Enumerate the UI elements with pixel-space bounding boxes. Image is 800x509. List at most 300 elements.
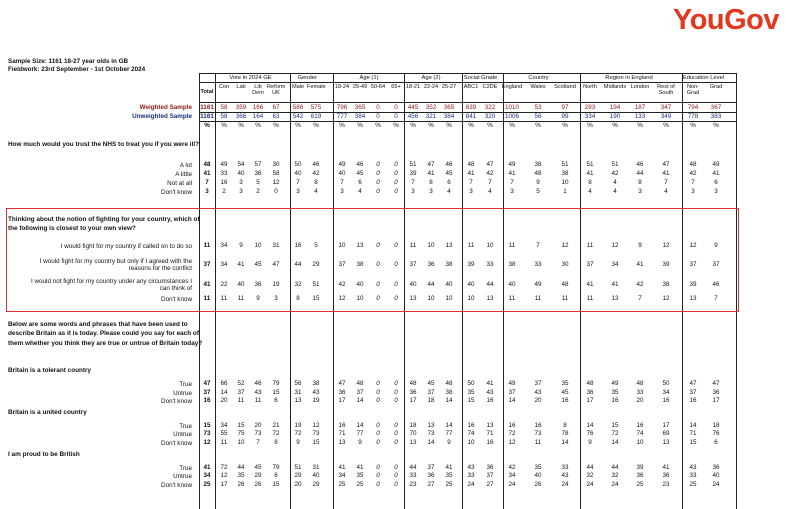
data-cell: 76 bbox=[586, 430, 594, 437]
data-cell: 49 bbox=[611, 380, 619, 387]
weighted-sample-cell: 53 bbox=[534, 104, 542, 111]
data-cell: 33 bbox=[689, 472, 697, 479]
data-cell: 10 bbox=[356, 295, 364, 302]
data-cell: 0 bbox=[376, 397, 380, 404]
data-cell: 40 bbox=[467, 281, 475, 288]
answer-label: Don't know bbox=[161, 398, 192, 405]
unweighted-sample-cell: 99 bbox=[561, 113, 569, 120]
data-cell: 33 bbox=[534, 261, 542, 268]
answer-label: True bbox=[179, 381, 192, 388]
data-cell: 8 bbox=[296, 295, 300, 302]
data-cell: 54 bbox=[237, 161, 245, 168]
data-cell: 26 bbox=[534, 481, 542, 488]
data-cell: 37 bbox=[427, 389, 435, 396]
data-cell: 0 bbox=[394, 481, 398, 488]
data-cell: 50 bbox=[662, 380, 670, 387]
answer-label: I would fight for my country but only if I agreed with the reasons for the conflict bbox=[39, 258, 192, 273]
data-cell: 15 bbox=[312, 439, 320, 446]
data-cell: 38 bbox=[445, 261, 453, 268]
data-cell: 11 bbox=[561, 295, 569, 302]
data-cell: 46 bbox=[356, 161, 364, 168]
group-header: Social Grade bbox=[463, 75, 498, 81]
unweighted-sample-cell: 841 bbox=[465, 113, 477, 120]
data-cell: 8 bbox=[429, 179, 433, 186]
data-cell: 6 bbox=[274, 472, 278, 479]
data-cell: 16 bbox=[220, 179, 228, 186]
unweighted-sample-cell: 334 bbox=[584, 113, 596, 120]
weighted-sample-cell: 359 bbox=[235, 104, 247, 111]
data-cell: 41 bbox=[356, 464, 364, 471]
column-header: ABC1 bbox=[463, 84, 479, 90]
data-cell: 46 bbox=[712, 281, 720, 288]
data-cell: 44 bbox=[636, 170, 644, 177]
data-cell: 72 bbox=[272, 430, 280, 437]
data-cell: 40 bbox=[534, 472, 542, 479]
data-cell: 9 bbox=[256, 295, 260, 302]
data-cell: 33 bbox=[467, 472, 475, 479]
data-cell: 39 bbox=[636, 464, 644, 471]
data-cell: 38 bbox=[312, 380, 320, 387]
data-cell: 30 bbox=[272, 161, 280, 168]
data-cell: 4 bbox=[613, 179, 617, 186]
data-cell: 74 bbox=[636, 430, 644, 437]
data-cell: 51 bbox=[561, 161, 569, 168]
data-cell: 32 bbox=[611, 472, 619, 479]
data-cell: 14 bbox=[611, 439, 619, 446]
data-cell: 42 bbox=[338, 281, 346, 288]
data-cell: 14 bbox=[445, 422, 453, 429]
data-cell: 66 bbox=[220, 380, 228, 387]
data-cell: 13 bbox=[356, 242, 364, 249]
data-cell: 51 bbox=[294, 464, 302, 471]
data-cell: 46 bbox=[254, 380, 262, 387]
data-cell: 11 bbox=[586, 242, 594, 249]
data-cell: 19 bbox=[312, 397, 320, 404]
data-cell: 34 bbox=[611, 261, 619, 268]
data-cell: 36 bbox=[427, 261, 435, 268]
data-cell: 35 bbox=[561, 380, 569, 387]
question-text: How much would you trust the NHS to treat you if you were ill? bbox=[8, 141, 200, 148]
data-cell: 57 bbox=[254, 161, 262, 168]
data-cell: 1 bbox=[563, 188, 567, 195]
answer-label: A lot bbox=[179, 162, 192, 169]
data-cell: 56 bbox=[294, 380, 302, 387]
unweighted-sample-cell: 456 bbox=[407, 113, 419, 120]
data-cell: 17 bbox=[662, 422, 670, 429]
percent-sign: % bbox=[255, 122, 261, 129]
weighted-sample-cell: 58 bbox=[220, 104, 228, 111]
percent-sign: % bbox=[221, 122, 227, 129]
unweighted-sample-cell: 1006 bbox=[504, 113, 519, 120]
data-cell: 9 bbox=[536, 179, 540, 186]
data-cell: 71 bbox=[689, 430, 697, 437]
group-header: Country bbox=[528, 75, 549, 81]
weighted-sample-cell: 365 bbox=[443, 104, 455, 111]
fieldwork-dates: Fieldwork: 23rd September - 1st October 2024 bbox=[8, 66, 146, 73]
data-cell: 40 bbox=[356, 281, 364, 288]
percent-sign: % bbox=[446, 122, 452, 129]
percent-sign: % bbox=[295, 122, 301, 129]
column-header: Lab bbox=[236, 84, 246, 90]
column-header: 50-64 bbox=[370, 84, 386, 90]
data-cell: 41 bbox=[662, 170, 670, 177]
data-cell: 25 bbox=[203, 481, 211, 488]
data-cell: 41 bbox=[427, 170, 435, 177]
percent-sign: % bbox=[562, 122, 568, 129]
data-cell: 41 bbox=[445, 464, 453, 471]
weighted-sample-cell: 839 bbox=[465, 104, 477, 111]
data-cell: 7 bbox=[205, 179, 209, 186]
unweighted-sample-cell: 56 bbox=[534, 113, 542, 120]
weighted-sample-cell: 0 bbox=[376, 104, 380, 111]
percent-sign: % bbox=[357, 122, 363, 129]
data-cell: 41 bbox=[237, 261, 245, 268]
data-cell: 11 bbox=[203, 242, 211, 249]
column-header: 25-27 bbox=[441, 84, 457, 90]
data-cell: 31 bbox=[294, 389, 302, 396]
data-cell: 0 bbox=[376, 261, 380, 268]
data-cell: 16 bbox=[294, 242, 302, 249]
data-cell: 8 bbox=[274, 439, 278, 446]
data-cell: 0 bbox=[394, 295, 398, 302]
data-cell: 13 bbox=[338, 439, 346, 446]
data-cell: 29 bbox=[312, 261, 320, 268]
weighted-sample-cell: 794 bbox=[687, 104, 699, 111]
answer-label: Don't know bbox=[161, 440, 192, 447]
data-cell: 49 bbox=[338, 161, 346, 168]
data-cell: 47 bbox=[203, 380, 211, 387]
weighted-sample-cell: 194 bbox=[609, 104, 621, 111]
data-cell: 0 bbox=[274, 188, 278, 195]
data-cell: 45 bbox=[445, 170, 453, 177]
unweighted-sample-cell: 0 bbox=[394, 113, 398, 120]
unweighted-sample-cell: 349 bbox=[660, 113, 672, 120]
data-cell: 45 bbox=[254, 261, 262, 268]
data-cell: 13 bbox=[445, 242, 453, 249]
weighted-sample-cell: 445 bbox=[407, 104, 419, 111]
data-cell: 9 bbox=[358, 439, 362, 446]
data-cell: 15 bbox=[237, 422, 245, 429]
data-cell: 39 bbox=[409, 170, 417, 177]
data-cell: 76 bbox=[712, 430, 720, 437]
data-cell: 41 bbox=[203, 281, 211, 288]
data-cell: 40 bbox=[409, 281, 417, 288]
data-cell: 72 bbox=[508, 430, 516, 437]
percent-sign: % bbox=[375, 122, 381, 129]
data-cell: 0 bbox=[376, 242, 380, 249]
data-cell: 7 bbox=[488, 179, 492, 186]
data-cell: 24 bbox=[586, 481, 594, 488]
data-cell: 0 bbox=[376, 439, 380, 446]
data-cell: 11 bbox=[409, 242, 417, 249]
data-cell: 20 bbox=[294, 481, 302, 488]
data-cell: 38 bbox=[508, 261, 516, 268]
percent-sign: % bbox=[238, 122, 244, 129]
column-header: Scotland bbox=[554, 84, 576, 90]
data-cell: 37 bbox=[689, 389, 697, 396]
data-cell: 3 bbox=[429, 188, 433, 195]
question-text: I am proud to be British bbox=[8, 451, 80, 458]
unweighted-sample-cell: 190 bbox=[609, 113, 621, 120]
data-cell: 74 bbox=[467, 430, 475, 437]
data-cell: 3 bbox=[239, 179, 243, 186]
answer-label: True bbox=[179, 465, 192, 472]
data-cell: 13 bbox=[611, 295, 619, 302]
data-cell: 4 bbox=[488, 188, 492, 195]
data-cell: 3 bbox=[714, 188, 718, 195]
data-cell: 37 bbox=[508, 389, 516, 396]
data-cell: 13 bbox=[409, 295, 417, 302]
data-cell: 44 bbox=[586, 464, 594, 471]
column-header: 22-24 bbox=[423, 84, 439, 90]
data-cell: 16 bbox=[534, 422, 542, 429]
data-cell: 15 bbox=[611, 422, 619, 429]
data-cell: 11 bbox=[237, 397, 245, 404]
unweighted-sample-cell: 0 bbox=[376, 113, 380, 120]
column-header: Female bbox=[307, 84, 326, 90]
data-cell: 12 bbox=[312, 422, 320, 429]
data-cell: 30 bbox=[561, 261, 569, 268]
data-cell: 41 bbox=[586, 281, 594, 288]
data-cell: 37 bbox=[486, 472, 494, 479]
unweighted-sample-cell: 133 bbox=[634, 113, 646, 120]
data-cell: 42 bbox=[312, 170, 320, 177]
column-header: Midlands bbox=[603, 84, 627, 90]
data-cell: 37 bbox=[237, 389, 245, 396]
data-cell: 37 bbox=[356, 389, 364, 396]
data-cell: 7 bbox=[411, 179, 415, 186]
data-cell: 33 bbox=[409, 472, 417, 479]
unweighted-sample-cell: 542 bbox=[292, 113, 304, 120]
yougov-logo: YouGov bbox=[673, 4, 780, 36]
data-cell: 73 bbox=[534, 430, 542, 437]
data-cell: 17 bbox=[409, 397, 417, 404]
data-cell: 69 bbox=[662, 430, 670, 437]
question-text: Below are some words and phrases that have been used to describe Britain as it is today. Please could you say for each of them whether you think they are true or untrue of Britain today? bbox=[8, 321, 203, 347]
data-cell: 51 bbox=[409, 161, 417, 168]
data-cell: 29 bbox=[312, 481, 320, 488]
data-cell: 11 bbox=[203, 295, 211, 302]
data-cell: 13 bbox=[427, 422, 435, 429]
data-cell: 19 bbox=[294, 422, 302, 429]
column-header: Con bbox=[218, 84, 230, 90]
weighted-sample-cell: 283 bbox=[584, 104, 596, 111]
data-cell: 24 bbox=[508, 481, 516, 488]
weighted-sample-cell: 322 bbox=[484, 104, 496, 111]
data-cell: 45 bbox=[561, 389, 569, 396]
column-header: Grad bbox=[709, 84, 723, 90]
data-cell: 0 bbox=[394, 389, 398, 396]
data-cell: 12 bbox=[220, 472, 228, 479]
data-cell: 40 bbox=[338, 170, 346, 177]
data-cell: 14 bbox=[508, 397, 516, 404]
data-cell: 36 bbox=[486, 464, 494, 471]
data-cell: 77 bbox=[445, 430, 453, 437]
data-cell: 42 bbox=[611, 170, 619, 177]
data-cell: 48 bbox=[467, 161, 475, 168]
data-cell: 16 bbox=[662, 397, 670, 404]
data-cell: 7 bbox=[469, 179, 473, 186]
data-cell: 47 bbox=[662, 161, 670, 168]
data-cell: 3 bbox=[691, 188, 695, 195]
data-cell: 26 bbox=[254, 481, 262, 488]
data-cell: 44 bbox=[294, 261, 302, 268]
data-cell: 12 bbox=[561, 242, 569, 249]
weighted-sample-cell: 166 bbox=[252, 104, 264, 111]
question-text: Thinking about the notion of fighting for your country, which of the following is closest to your own view? bbox=[8, 216, 200, 233]
percent-sign: % bbox=[612, 122, 618, 129]
data-cell: 15 bbox=[272, 481, 280, 488]
data-cell: 0 bbox=[376, 389, 380, 396]
data-cell: 41 bbox=[486, 380, 494, 387]
data-cell: 34 bbox=[338, 472, 346, 479]
data-cell: 49 bbox=[220, 161, 228, 168]
data-cell: 0 bbox=[394, 179, 398, 186]
answer-label: Not at all bbox=[167, 180, 192, 187]
data-cell: 0 bbox=[394, 397, 398, 404]
data-cell: 38 bbox=[561, 170, 569, 177]
data-cell: 55 bbox=[220, 430, 228, 437]
data-cell: 32 bbox=[294, 281, 302, 288]
header-bottom-rule bbox=[199, 102, 737, 103]
weighted-sample-cell: 796 bbox=[336, 104, 348, 111]
data-cell: 7 bbox=[638, 295, 642, 302]
data-cell: 0 bbox=[376, 380, 380, 387]
column-header: North bbox=[583, 84, 597, 90]
data-cell: 24 bbox=[561, 481, 569, 488]
weighted-sample-cell: 67 bbox=[272, 104, 280, 111]
data-cell: 40 bbox=[294, 170, 302, 177]
data-cell: 11 bbox=[586, 295, 594, 302]
data-cell: 47 bbox=[689, 380, 697, 387]
data-cell: 10 bbox=[636, 439, 644, 446]
data-cell: 47 bbox=[338, 380, 346, 387]
data-cell: 38 bbox=[662, 281, 670, 288]
data-cell: 36 bbox=[427, 472, 435, 479]
data-cell: 44 bbox=[486, 281, 494, 288]
data-cell: 47 bbox=[486, 161, 494, 168]
data-cell: 0 bbox=[376, 179, 380, 186]
data-cell: 37 bbox=[534, 380, 542, 387]
group-header: Age (1) bbox=[359, 75, 379, 81]
unweighted-sample-cell: 63 bbox=[272, 113, 280, 120]
data-cell: 45 bbox=[356, 170, 364, 177]
data-cell: 0 bbox=[376, 464, 380, 471]
data-cell: 9 bbox=[296, 439, 300, 446]
data-cell: 38 bbox=[356, 261, 364, 268]
data-cell: 12 bbox=[662, 295, 670, 302]
data-cell: 24 bbox=[712, 481, 720, 488]
unweighted-sample-cell: 384 bbox=[443, 113, 455, 120]
column-header: Male bbox=[291, 84, 305, 90]
data-cell: 0 bbox=[394, 430, 398, 437]
data-cell: 10 bbox=[237, 439, 245, 446]
data-cell: 7 bbox=[664, 179, 668, 186]
data-cell: 11 bbox=[237, 295, 245, 302]
data-cell: 36 bbox=[338, 389, 346, 396]
column-header: England bbox=[501, 84, 523, 90]
data-cell: 11 bbox=[220, 439, 228, 446]
data-cell: 10 bbox=[467, 295, 475, 302]
data-cell: 48 bbox=[689, 161, 697, 168]
data-cell: 41 bbox=[203, 170, 211, 177]
weighted-sample-cell: 1161 bbox=[200, 104, 214, 111]
data-cell: 13 bbox=[486, 295, 494, 302]
data-cell: 33 bbox=[220, 170, 228, 177]
data-cell: 20 bbox=[220, 397, 228, 404]
percent-sign: % bbox=[535, 122, 541, 129]
data-cell: 51 bbox=[312, 281, 320, 288]
data-cell: 16 bbox=[611, 397, 619, 404]
data-cell: 20 bbox=[254, 422, 262, 429]
data-cell: 26 bbox=[237, 481, 245, 488]
data-cell: 25 bbox=[636, 481, 644, 488]
data-cell: 40 bbox=[237, 281, 245, 288]
percent-sign: % bbox=[713, 122, 719, 129]
weighted-sample-cell: 187 bbox=[634, 104, 646, 111]
question-text: Britain is a tolerant country bbox=[8, 367, 92, 374]
data-cell: 4 bbox=[314, 188, 318, 195]
percent-sign: % bbox=[393, 122, 399, 129]
data-cell: 34 bbox=[508, 472, 516, 479]
data-cell: 36 bbox=[409, 389, 417, 396]
data-cell: 22 bbox=[220, 281, 228, 288]
unweighted-sample-cell: 619 bbox=[310, 113, 322, 120]
data-cell: 33 bbox=[636, 389, 644, 396]
data-cell: 34 bbox=[220, 422, 228, 429]
data-cell: 0 bbox=[394, 380, 398, 387]
data-cell: 41 bbox=[467, 170, 475, 177]
unweighted-sample-cell: 777 bbox=[336, 113, 348, 120]
answer-label: Don't know bbox=[161, 296, 192, 303]
data-cell: 0 bbox=[376, 472, 380, 479]
data-cell: 34 bbox=[662, 389, 670, 396]
answer-label: A little bbox=[175, 171, 192, 178]
data-cell: 44 bbox=[611, 464, 619, 471]
data-cell: 20 bbox=[534, 397, 542, 404]
data-cell: 12 bbox=[338, 295, 346, 302]
unweighted-sample-cell: 778 bbox=[687, 113, 699, 120]
data-cell: 0 bbox=[376, 430, 380, 437]
column-header: C2DE bbox=[482, 84, 498, 90]
weighted-sample-cell: 97 bbox=[561, 104, 569, 111]
column-header: Non-Grad bbox=[686, 84, 700, 96]
data-cell: 43 bbox=[689, 464, 697, 471]
data-cell: 10 bbox=[427, 242, 435, 249]
data-cell: 21 bbox=[272, 422, 280, 429]
data-cell: 34 bbox=[203, 472, 211, 479]
answer-label: Don't know bbox=[161, 189, 192, 196]
data-cell: 4 bbox=[358, 188, 362, 195]
data-cell: 11 bbox=[467, 242, 475, 249]
data-cell: 43 bbox=[486, 389, 494, 396]
data-cell: 37 bbox=[689, 261, 697, 268]
data-cell: 5 bbox=[256, 179, 260, 186]
data-cell: 23 bbox=[409, 481, 417, 488]
data-cell: 14 bbox=[445, 397, 453, 404]
data-cell: 79 bbox=[272, 380, 280, 387]
data-cell: 6 bbox=[358, 179, 362, 186]
unweighted-sample-cell: 164 bbox=[252, 113, 264, 120]
data-cell: 7 bbox=[536, 242, 540, 249]
data-cell: 72 bbox=[611, 430, 619, 437]
data-cell: 41 bbox=[712, 170, 720, 177]
data-cell: 18 bbox=[409, 422, 417, 429]
unweighted-sample-cell: 383 bbox=[710, 113, 722, 120]
data-cell: 3 bbox=[296, 188, 300, 195]
answer-label: Untrue bbox=[173, 431, 192, 438]
data-cell: 71 bbox=[338, 430, 346, 437]
